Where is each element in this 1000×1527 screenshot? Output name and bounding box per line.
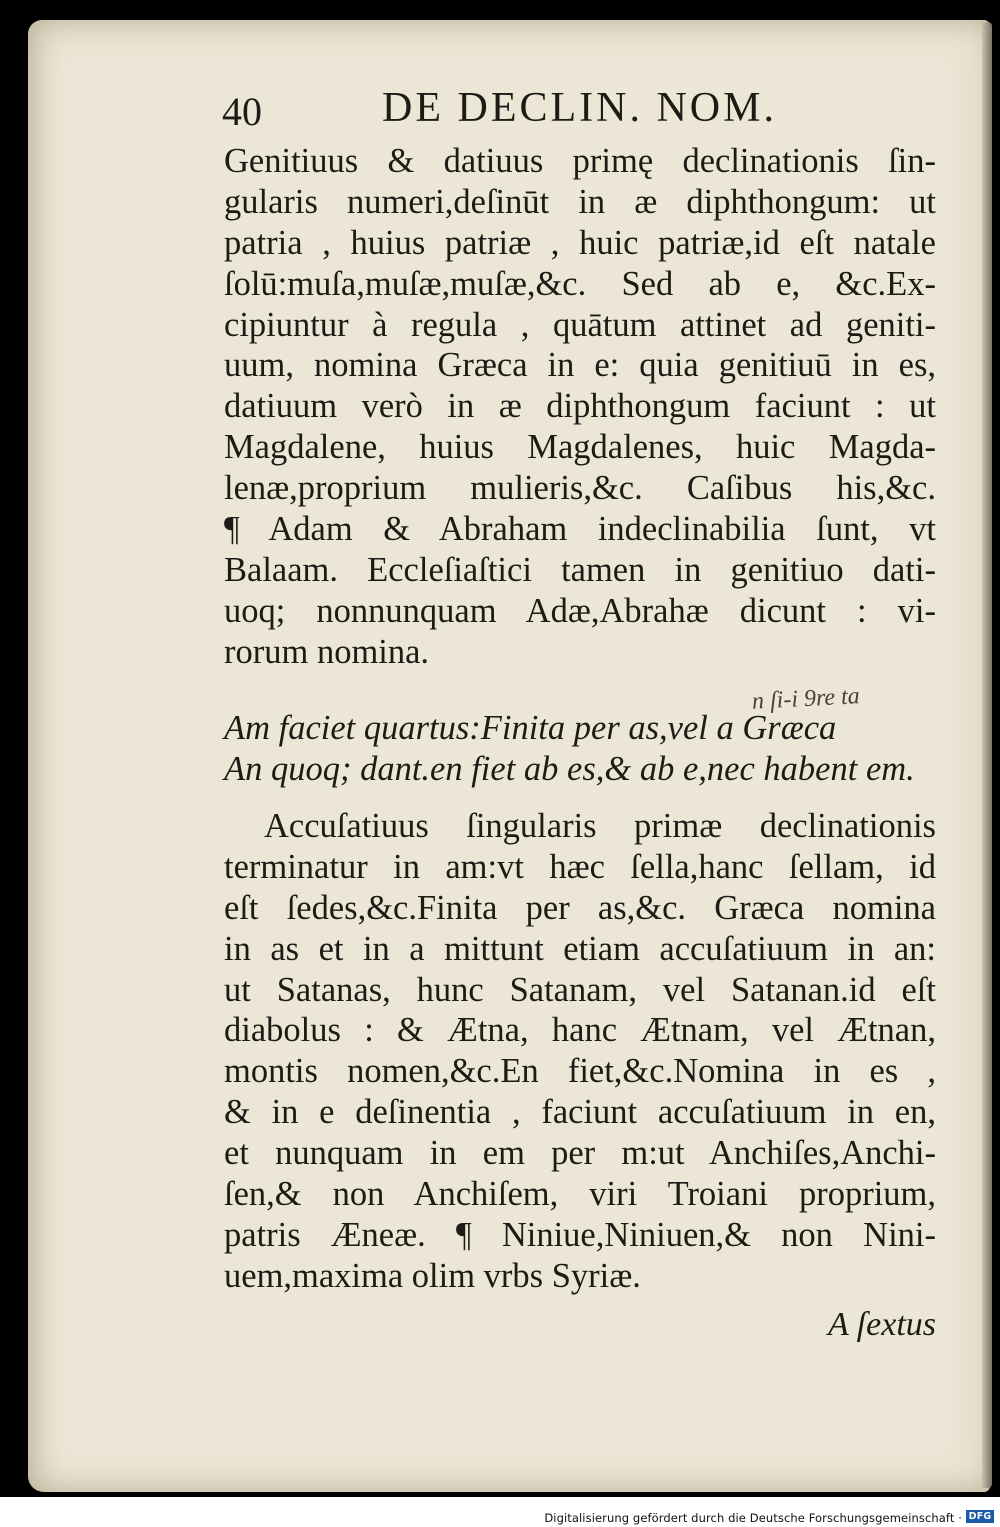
dfg-logo: DFG [966,1510,994,1523]
text-line: cipiuntur à regula , quātum attinet ad geniti- [224,305,936,344]
text-line: lenæ,proprium mulieris,&c. Caſibus his,&c. [224,469,936,508]
text-line: uem,maxima olim vrbs Syriæ. [224,1256,641,1295]
handwritten-annotation: n ſi-i 9re ta [751,683,861,715]
text-line: diabolus : & Ætna, hanc Ætnam, vel Ætnan, [224,1011,936,1050]
text-line: eſt ſedes,&c.Finita per as,&c. Græca nomina [224,888,936,927]
text-line: et nunquam in em per m:ut Anchiſes,Anchi- [224,1134,936,1173]
paragraph-accusative [224,806,936,1297]
catchword: A ſextus [828,1306,936,1343]
text-line: montis nomen,&c.En fiet,&c.Nomina in es , [224,1052,936,1091]
verse-line: An quoq; dant.en fiet ab es,& ab e,nec habent em. [224,749,915,788]
text-line: gularis numeri,deſinūt in æ diphthongum: ut [224,182,936,221]
text-line: Balaam. Eccleſiaſtici tamen in genitiuo dati- [224,550,936,589]
text-line: in as et in a mittunt etiam accuſatiuum in an: [224,929,936,968]
text-line: ut Satanas, hunc Satanam, vel Satanan.id eſt [224,970,936,1009]
text-line: datiuum verò in æ diphthongum faciunt : ut [224,387,936,426]
verse-rule [224,708,954,790]
text-line: & in e deſinentia , faciunt accuſatiuum in en, [224,1093,936,1132]
verse-line: Am faciet quartus:Finita per as,vel a Græca [224,709,837,747]
text-line: ſen,& non Anchiſem, viri Troiani proprium, [224,1175,936,1214]
text-line: Magdalene, huius Magdalenes, huic Magda- [224,428,936,467]
text-line: patris Æneæ. ¶ Niniue,Niniuen,& non Nini- [224,1215,936,1254]
text-line: rorum nomina. [224,632,430,671]
text-line: Accuſatiuus ſingularis primæ declinationis [264,807,936,845]
funding-notice: Digitalisierung gefördert durch die Deutsche Forschungsgemeinschaft · [544,1511,962,1525]
text-line: uum, nomina Græca in e: quia genitiuū in es, [224,346,936,385]
running-head: DE DECLIN. NOM. [382,85,777,131]
page-edge [982,22,992,1488]
text-line: patria , huius patriæ , huic patriæ,id eſt natale [224,223,936,262]
text-line: Genitiuus & datiuus primę declinationis ſin- [224,142,936,180]
text-line: ſolū:muſa,muſæ,muſæ,&c. Sed ab e, &c.Ex- [224,264,936,303]
text-line: ¶ Adam & Abraham indeclinabilia ſunt, vt [224,510,936,549]
paragraph-genitive-dative [224,141,936,673]
page-number: 40 [222,89,262,134]
text-line: terminatur in am:vt hæc ſella,hanc ſellam, id [224,847,936,886]
text-line: uoq; nonnunquam Adæ,Abrahæ dicunt : vi- [224,591,936,630]
